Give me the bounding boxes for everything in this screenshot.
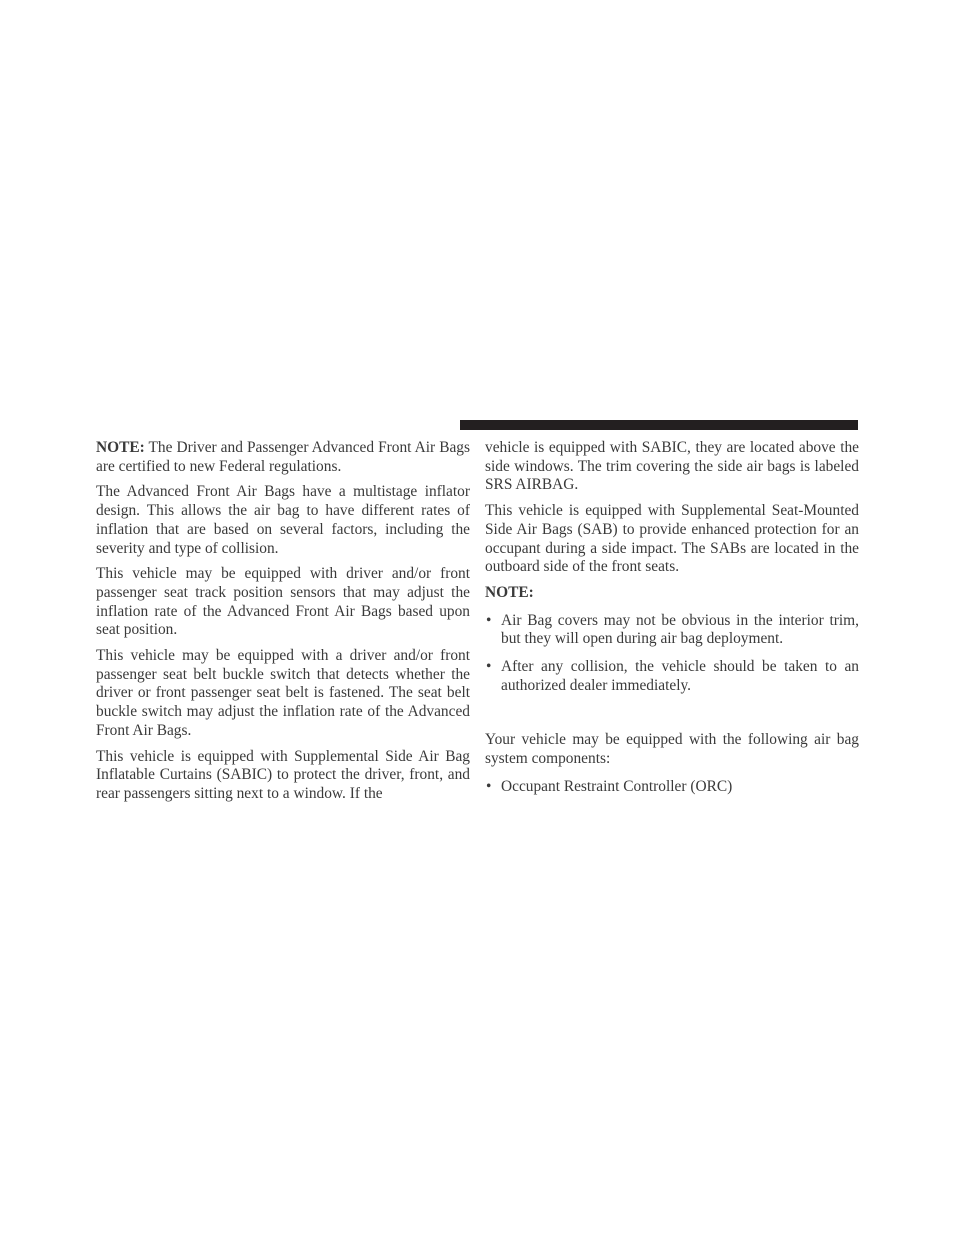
note-text: The Driver and Passenger Advanced Front Air Bags are certified to new Federal regulations. [96, 439, 470, 475]
paragraph-seat-belt-buckle-switch: This vehicle may be equipped with a driver and/or front passenger seat belt buckle switch that detects whether the driver or front passenger seat belt is fastened. The seat belt buckle switch may adjust the inflation rate of the Advanced Front Air Bags. [96, 647, 470, 739]
bullet-icon: • [486, 777, 492, 795]
paragraph-seat-track-sensors: This vehicle may be equipped with driver and/or front passenger seat track position sensors that may adjust the inflation rate of the Advanced Front Air Bags based upon seat position. [96, 565, 470, 639]
list-item [485, 778, 859, 797]
components-bullet-list [485, 778, 859, 797]
bullet-icon: • [486, 611, 492, 629]
paragraph-sabic-intro: This vehicle is equipped with Supplemental Side Air Bag Inflatable Curtains (SABIC) to protect the driver, front, and rear passengers sitting next to a window. If the [96, 747, 470, 802]
section-spacer [485, 704, 859, 731]
list-item [485, 612, 859, 649]
note-label: NOTE: [485, 583, 534, 601]
bullet-text: After any collision, the vehicle should be taken to an authorized dealer immediately. [501, 658, 859, 694]
paragraph-components-intro: Your vehicle may be equipped with the following air bag system components: [485, 731, 859, 768]
list-item [485, 658, 859, 695]
bullet-text: Air Bag covers may not be obvious in the interior trim, but they will open during air bag deployment. [501, 611, 859, 648]
note-label: NOTE: [96, 439, 145, 456]
note-bullet-list [485, 612, 859, 696]
right-column [485, 439, 859, 806]
left-column [96, 439, 470, 811]
paragraph-multistage-inflator: The Advanced Front Air Bags have a multistage inflator design. This allows the air bag to have different rates of inflation that are based on several factors, including the severity and type of collision. [96, 483, 470, 557]
bullet-icon: • [486, 658, 492, 676]
bullet-text: Occupant Restraint Controller (ORC) [501, 777, 733, 795]
section-header-bar [460, 420, 858, 430]
note-heading [485, 584, 859, 603]
note-paragraph [96, 439, 470, 476]
paragraph-seat-mounted-side-air-bags: This vehicle is equipped with Supplemental Seat-Mounted Side Air Bags (SAB) to provide enhanced protection for an occupant during a side impact. The SABs are located in the outboard side of the front seats. [485, 502, 859, 576]
paragraph-sabic-location: vehicle is equipped with SABIC, they are located above the side windows. The trim covering the side air bags is labeled SRS AIRBAG. [485, 439, 859, 494]
